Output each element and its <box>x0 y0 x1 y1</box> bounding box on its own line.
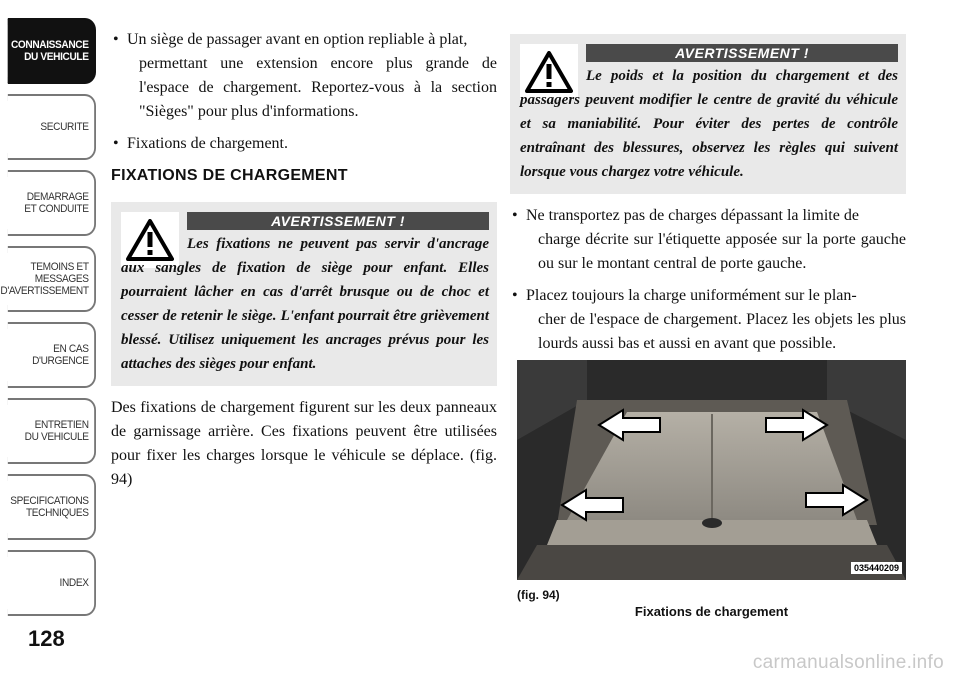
tab-label-line: DU VEHICULE <box>24 51 89 63</box>
bullet-text-continued: charge décrite sur l'étiquette apposée sur la porte gauche ou sur le montant central de porte gauche. <box>538 231 906 272</box>
bullet-load-distribution <box>510 284 906 356</box>
tab-entretien-du-vehicule[interactable] <box>8 398 96 464</box>
tab-label-line: EN CAS <box>53 343 89 355</box>
tab-temoins-et-messages[interactable] <box>0 246 96 312</box>
figure-code: 035440209 <box>851 562 902 574</box>
tab-label-line: TECHNIQUES <box>25 507 89 519</box>
bullet-cargo-tie-downs <box>111 132 497 156</box>
bullet-text-continued: cher de l'espace de chargement. Placez les objets les plus lourds aussi bas et aussi en avant que possible. <box>538 311 906 352</box>
tab-label-line: TEMOINS ET <box>30 261 89 273</box>
warning-text: Le poids et la position du chargement et des passagers peuvent modifier le centre de gravité du véhicule et sa maniabilité. Pour éviter des pertes de contrôle entraînant des blessures, observez les règles qui suivent lorsque vous chargez votre véhicule. <box>520 68 898 180</box>
tab-label-line: CONNAISSANCE <box>10 39 89 51</box>
tab-label-line: SECURITE <box>40 121 89 133</box>
paragraph-tie-downs: Des fixations de chargement figurent sur les deux panneaux de garnissage arrière. Ces fixations peuvent être utilisées pour fixer les charges lorsque le véhicule se déplace. (fig. 94) <box>111 399 497 488</box>
tab-label-line: D'AVERTISSEMENT <box>0 285 89 297</box>
tab-demarrage-et-conduite[interactable] <box>8 170 96 236</box>
bullet-text: Fixations de chargement. <box>127 135 288 152</box>
tab-label-line: D'URGENCE <box>32 355 89 367</box>
tab-connaissance-du-vehicule[interactable] <box>8 18 96 84</box>
tab-label-line: SPECIFICATIONS <box>10 495 89 507</box>
section-heading: FIXATIONS DE CHARGEMENT <box>111 167 348 184</box>
warning-box-child-seat <box>111 202 497 386</box>
warning-label: AVERTISSEMENT ! <box>586 44 898 62</box>
tab-label-line: INDEX <box>59 577 89 589</box>
tab-label-line: ENTRETIEN <box>34 419 89 431</box>
bullet-text-continued: permettant une extension encore plus grande de l'espace de chargement. Reportez-vous à la section "Sièges" pour plus d'informations. <box>139 55 497 120</box>
tab-label-line: MESSAGES <box>34 273 89 285</box>
tab-label-line: ET CONDUITE <box>24 203 89 215</box>
tab-en-cas-d-urgence[interactable] <box>8 322 96 388</box>
warning-text: Les fixations ne peuvent pas servir d'ancrage aux sangles de fixation de siège pour enfant. Elles pourraient lâcher en cas d'arrêt brusque ou de choc et cesser de retenir le siège. L'enfant pourrait être grièvement blessé. Utilisez uniquement les ancrages prévus pour les attaches des sièges pour enfant. <box>121 236 489 372</box>
tab-label-line: DEMARRAGE <box>26 191 89 203</box>
left-column <box>111 28 497 492</box>
right-column <box>510 34 906 364</box>
warning-box-load-balance <box>510 34 906 194</box>
page-number: 128 <box>28 626 65 651</box>
tab-label-line: DU VEHICULE <box>24 431 89 443</box>
warning-label: AVERTISSEMENT ! <box>187 212 489 230</box>
bullet-text: Un siège de passager avant en option repliable à plat, <box>127 31 468 48</box>
bullet-load-limit <box>510 204 906 276</box>
figure-number: (fig. 94) <box>517 588 560 602</box>
tab-securite[interactable] <box>8 94 96 160</box>
tab-index[interactable] <box>8 550 96 616</box>
tab-specifications-techniques[interactable] <box>8 474 96 540</box>
figure-caption: Fixations de chargement <box>634 604 789 619</box>
bullet-text: Ne transportez pas de charges dépassant la limite de <box>526 207 859 224</box>
cargo-area-photo <box>517 360 906 580</box>
bullet-folding-seat <box>111 28 497 124</box>
bullet-text: Placez toujours la charge uniformément sur le plan- <box>526 287 857 304</box>
watermark: carmanualsonline.info <box>752 652 944 673</box>
